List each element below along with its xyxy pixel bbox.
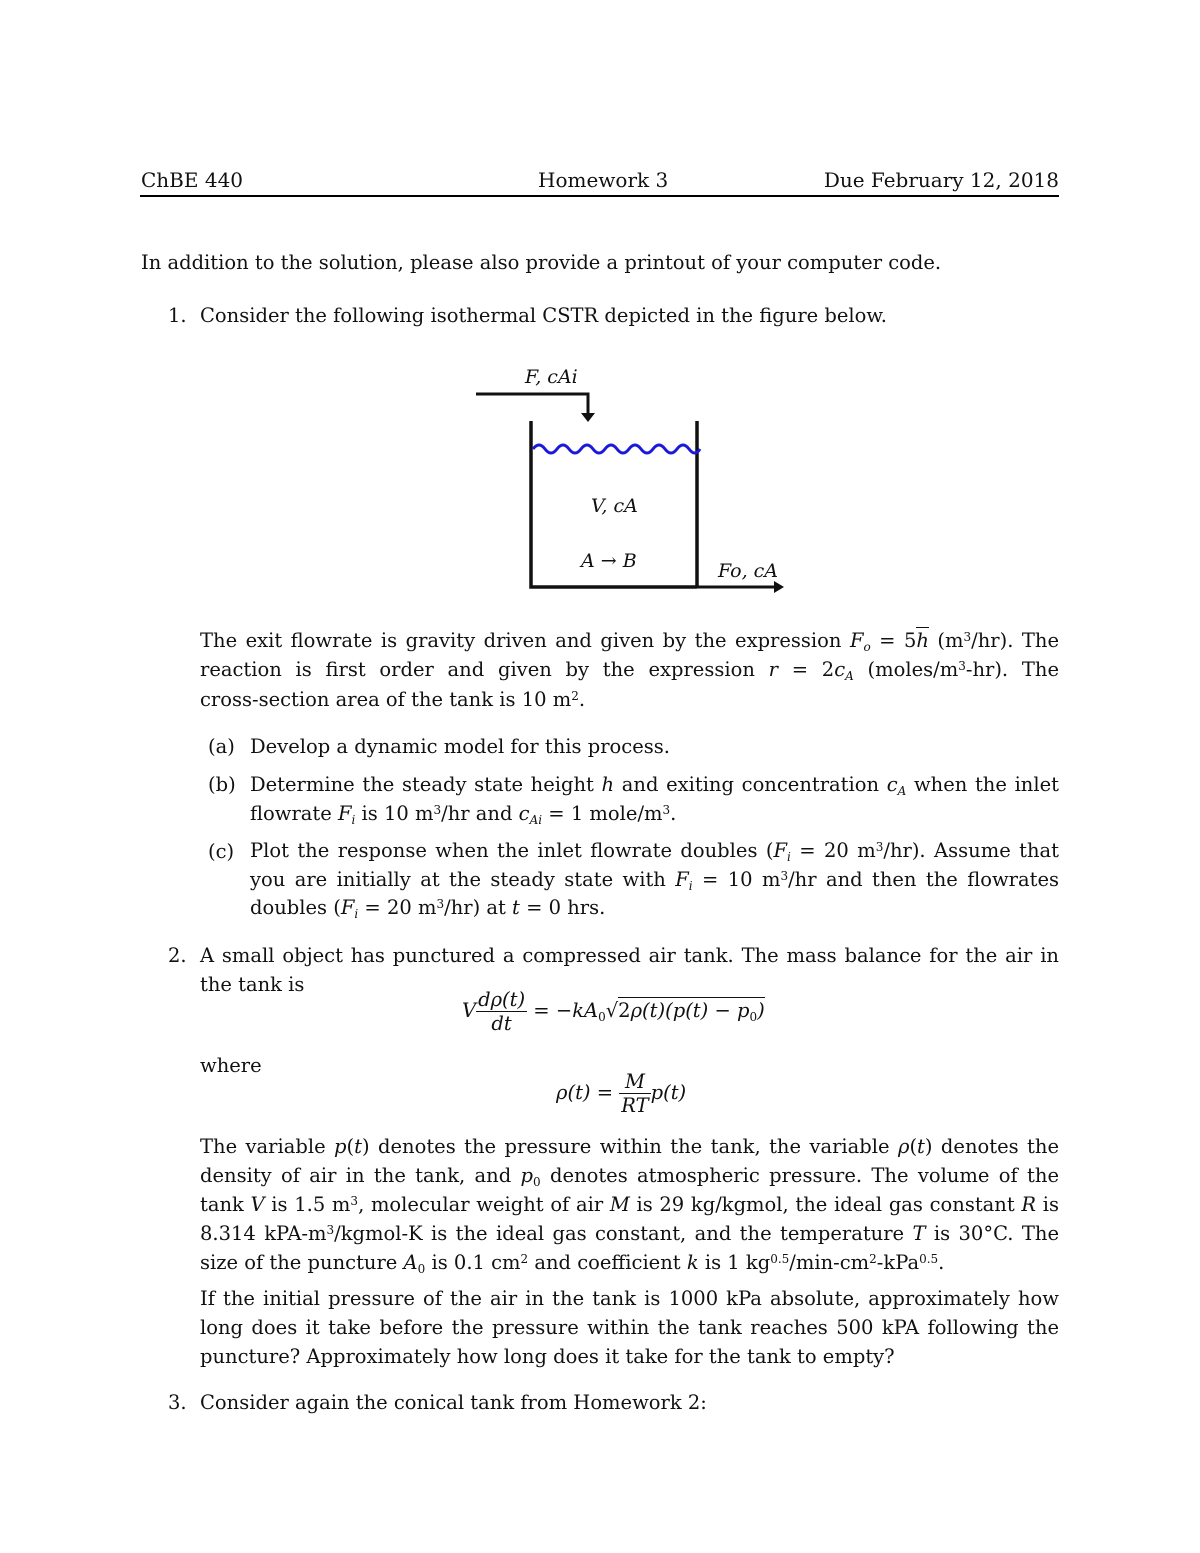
item-c-text: Plot the response when the inlet flowrate doubles ($F_i = 20$ $m^3/hr$). Assume that you are initially at the steady state with $F_i = 10$ $m^3/hr$ and then the flowrates bbox=[250, 839, 1059, 893]
header-rule bbox=[140, 195, 1059, 197]
problem2-intro: A small object has punctured a compressed air tank. The mass balance for the air in bbox=[200, 944, 1059, 967]
inlet-label: F, cAi bbox=[525, 366, 578, 388]
problem1-number: 1. bbox=[168, 304, 187, 327]
item-b-text-end: flowrate $F_i$ is 10 $m^3/hr$ and $c_{Ai} = 1$ mole/$m^3$. bbox=[250, 802, 677, 827]
cstr-diagram bbox=[460, 355, 800, 605]
inlet-arrowhead bbox=[581, 413, 595, 422]
item-b-label: (b) bbox=[208, 773, 236, 796]
problem1-description: The exit flowrate is gravity driven and given by the expression $F_o = 5h$ $(m^3/hr)$. The reaction is first order and given by the expression $r = 2c_A$ $(moles/m^3-hr)$. The bbox=[200, 629, 1060, 683]
density-equation: ρ(t) = $\frac{M}{RT}$ p(t) bbox=[556, 1070, 687, 1117]
problem2-question: If the initial pressure of the air in the tank is 1000 kPa absolute, approximately how long does it take before the pressure within the tank reaches 500 kPA following the puncture? Approximately how long does it take for the tank to empty? bbox=[200, 1287, 1059, 1368]
item-b-text: Determine the steady state height h and exiting concentration $c_A$ when the inlet bbox=[250, 773, 1059, 798]
inlet-pipe bbox=[476, 394, 588, 415]
problem2-intro-end: the tank is bbox=[200, 973, 305, 996]
item-a-label: (a) bbox=[208, 735, 235, 758]
problem2-number: 2. bbox=[168, 944, 187, 967]
intro-text: In addition to the solution, please also provide a printout of your computer code. bbox=[141, 251, 942, 274]
reaction-label: A → B bbox=[581, 550, 637, 572]
problem3-text: Consider again the conical tank from Homework 2: bbox=[200, 1391, 707, 1414]
tank-volume-label: V, cA bbox=[591, 495, 638, 517]
where-label: where bbox=[200, 1054, 262, 1077]
item-a-text: Develop a dynamic model for this process. bbox=[250, 735, 670, 758]
item-c-label: (c) bbox=[208, 840, 235, 863]
item-c-text-end: doubles ($F_i = 20$ $m^3/hr$) at t = 0 hrs. bbox=[250, 896, 606, 921]
outlet-arrowhead bbox=[774, 581, 784, 593]
problem2-variables: The variable p(t) denotes the pressure within the tank, the variable ρ(t) denotes the density of air in the tank, and $p_0$ denotes atmospheric pressure. The volume of the tank V is 1.5 $m^3$, molecular weight of air M is 29 kg/kgmol, the ideal gas constant R is 8.314 kPA-$m^3/kgmol-K$ is the ideal gas constant, and the temperature T is 30°C. The size of the puncture $A_0$ is 0.1 $cm^2$ and coefficient k is 1 $kg^{0.5}/\min-cm^2-kPa^{0.5}$. bbox=[200, 1135, 1060, 1276]
problem3-number: 3. bbox=[168, 1391, 187, 1414]
problem1-text: Consider the following isothermal CSTR depicted in the figure below. bbox=[200, 304, 887, 327]
liquid-surface bbox=[533, 445, 700, 453]
problem1-description-end: cross-section area of the tank is 10 $m^2$. bbox=[200, 688, 586, 711]
outlet-label: Fo, cA bbox=[718, 560, 779, 582]
due-date: Due February 12, 2018 bbox=[823, 168, 1059, 192]
course-code: ChBE 440 bbox=[141, 168, 244, 192]
document-title: Homework 3 bbox=[538, 168, 669, 192]
mass-balance-equation: V $\frac{d\rho(t)}{dt}$ = $-kA_0√2\rho(t)(p(t) - p_0)$ bbox=[462, 988, 765, 1035]
